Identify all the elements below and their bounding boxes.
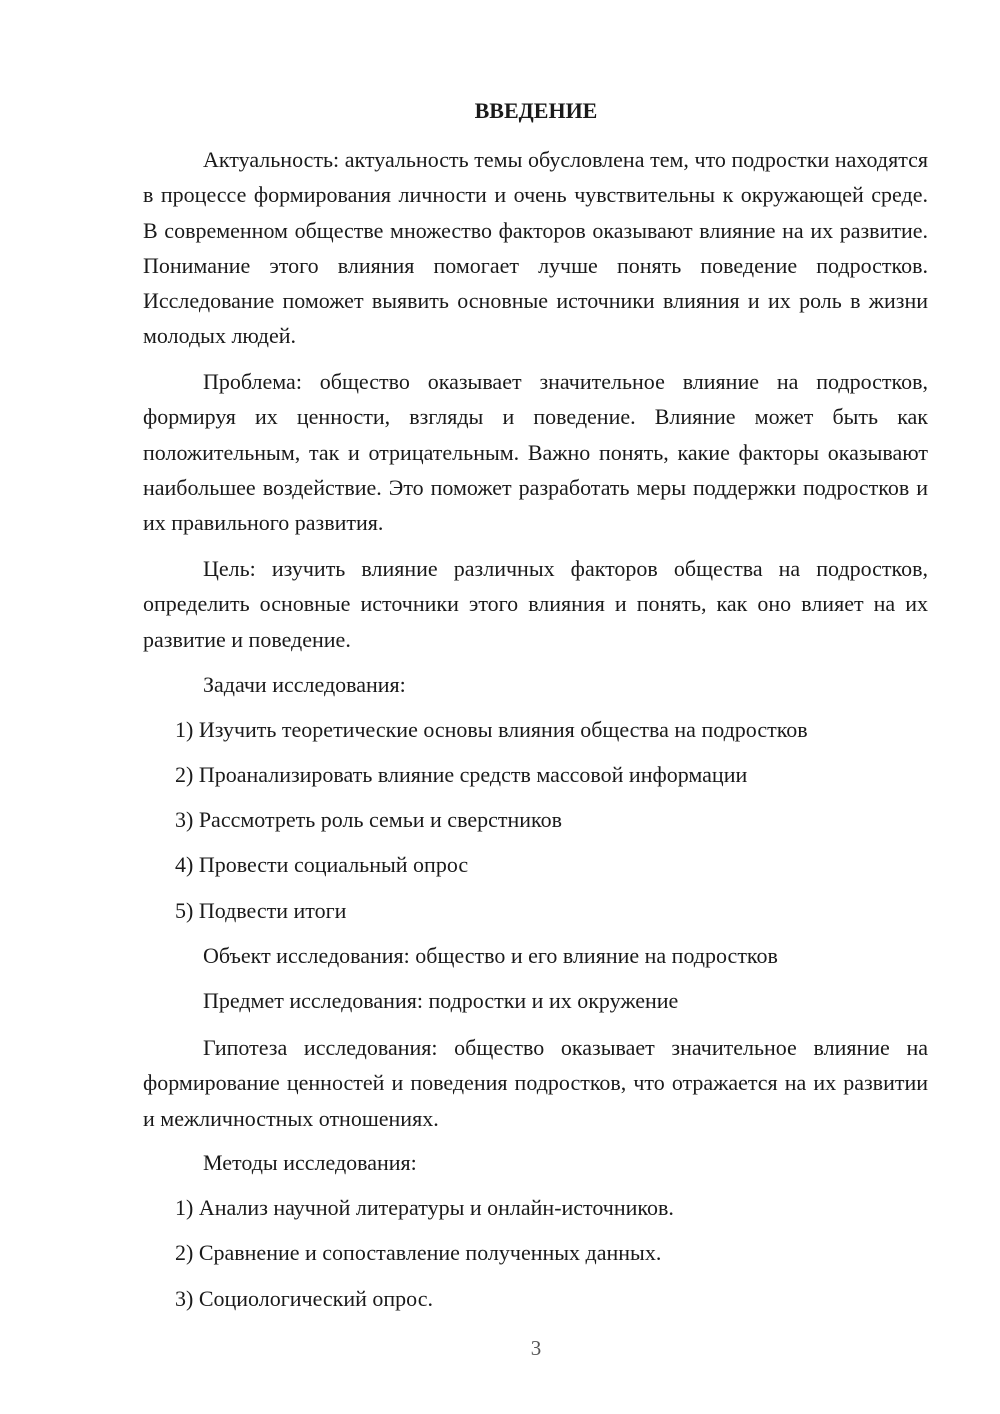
list-item: 4) Провести социальный опрос	[175, 852, 469, 877]
list-item: 2) Сравнение и сопоставление полученных данных.	[175, 1240, 662, 1265]
subject-line: Предмет исследования: подростки и их окружение	[203, 988, 679, 1013]
list-item: 1) Анализ научной литературы и онлайн-источников.	[175, 1195, 674, 1220]
list-item: 5) Подвести итоги	[175, 898, 347, 923]
tasks-heading: Задачи исследования:	[203, 672, 406, 697]
goal-paragraph: Цель: изучить влияние различных факторов общества на подростков, определить основные источники этого влияния и понять, как оно влияет на их развитие и поведение.	[143, 556, 928, 652]
section-title: ВВЕДЕНИЕ	[474, 98, 598, 123]
methods-heading: Методы исследования:	[203, 1150, 417, 1175]
list-item: 2) Проанализировать влияние средств массовой информации	[175, 762, 748, 787]
relevance-paragraph: Актуальность: актуальность темы обусловлена тем, что подростки находятся в процессе формирования личности и очень чувствительны к окружающей среде. В современном обществе множество факторов оказывают влияние на их развитие. Понимание этого влияния помогает лучше понять поведение подростков. Исследование поможет выявить основные источники влияния и их роль в жизни молодых людей.	[143, 147, 928, 349]
problem-paragraph: Проблема: общество оказывает значительное влияние на подростков, формируя их ценности, взгляды и поведение. Влияние может быть как положительным, так и отрицательным. Важно понять, какие факторы оказывают наибольшее воздействие. Это поможет разработать меры поддержки подростков и их правильного развития.	[143, 369, 928, 536]
list-item: 3) Социологический опрос.	[175, 1286, 433, 1311]
object-line: Объект исследования: общество и его влияние на подростков	[203, 943, 778, 968]
hypothesis-paragraph: Гипотеза исследования: общество оказывает значительное влияние на формирование ценностей и поведения подростков, что отражается на их развитии и межличностных отношениях.	[143, 1035, 928, 1131]
list-item: 3) Рассмотреть роль семьи и сверстников	[175, 807, 562, 832]
list-item: 1) Изучить теоретические основы влияния общества на подростков	[175, 717, 808, 742]
page-number: 3	[530, 1336, 542, 1360]
